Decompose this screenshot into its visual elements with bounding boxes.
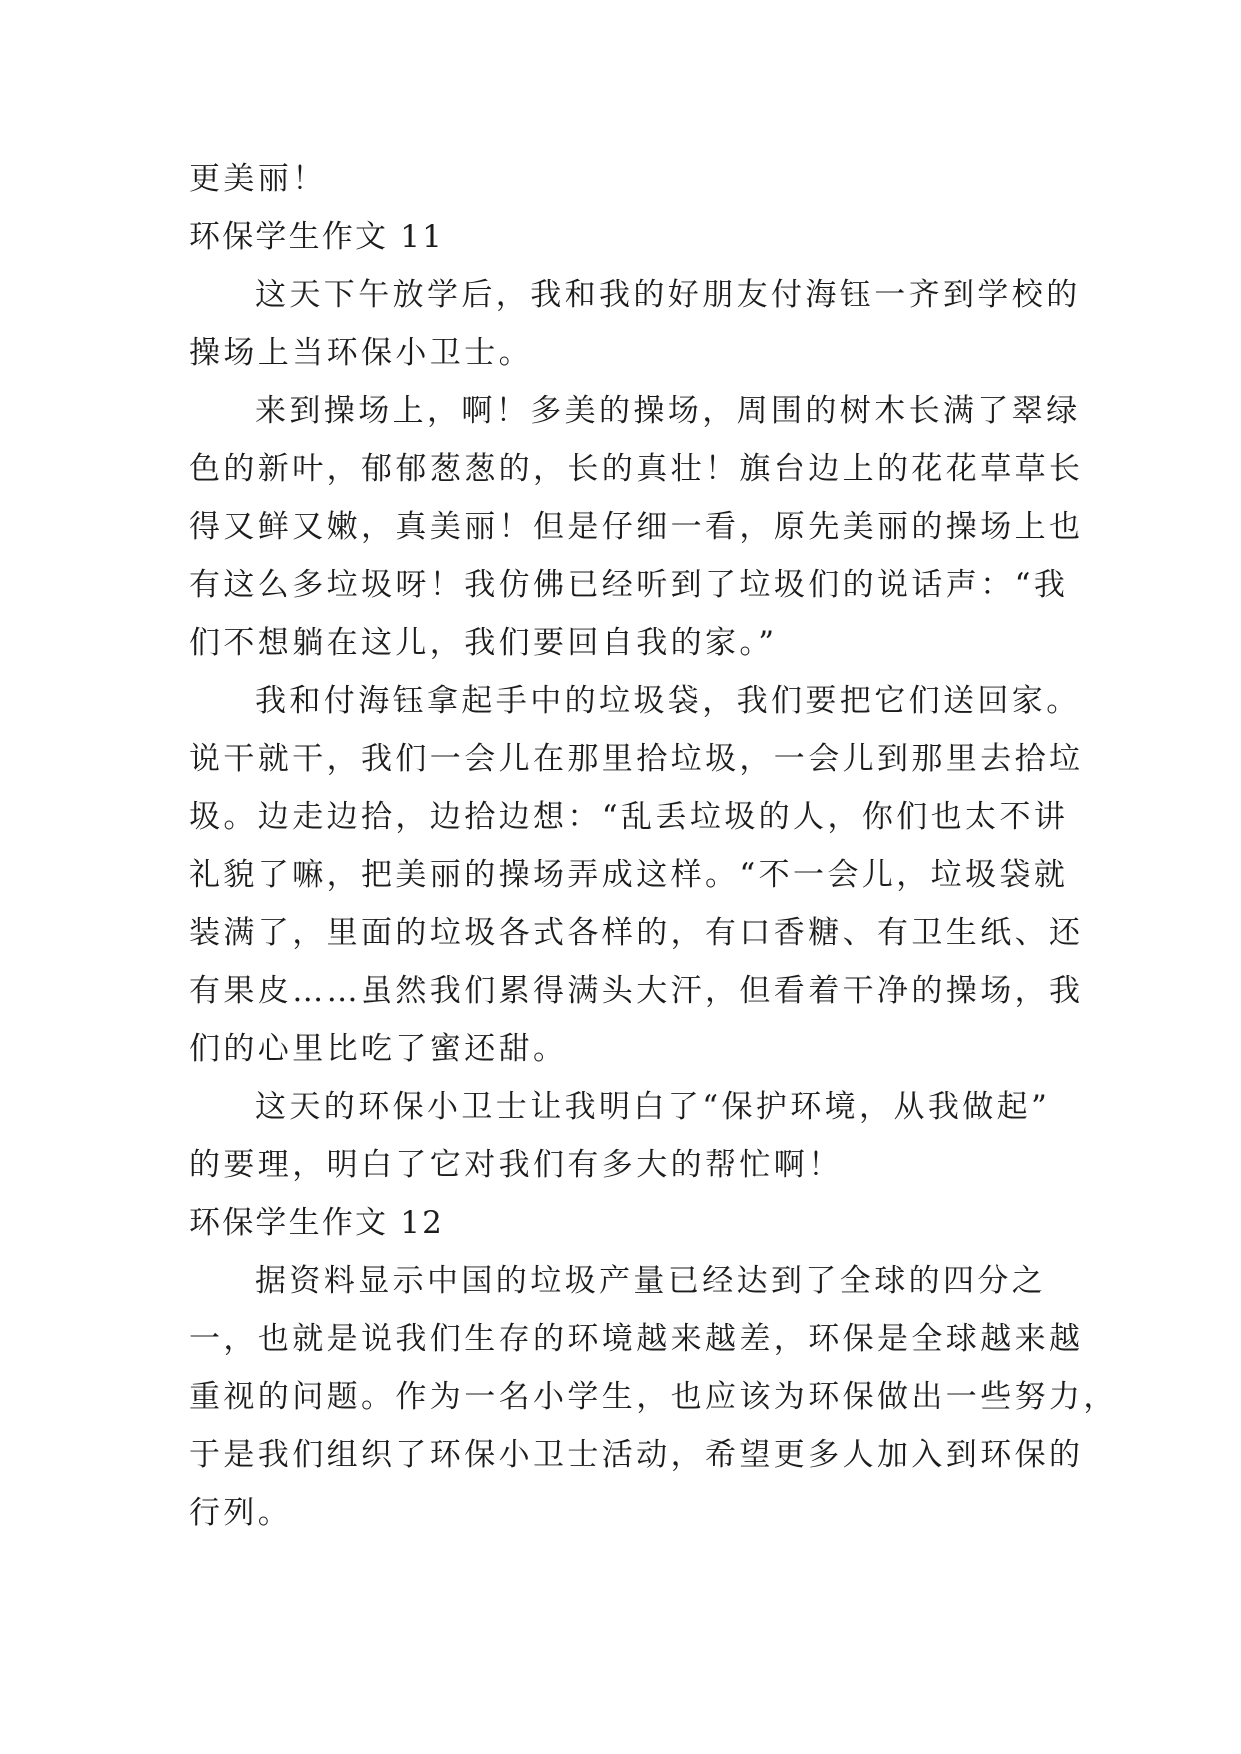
text-line: 有果皮……虽然我们累得满头大汗，但看着干净的操场，我 xyxy=(189,973,1084,1009)
text-line: 圾。边走边拾，边拾边想：“乱丢垃圾的人，你们也太不讲 xyxy=(189,799,1069,835)
text-line: 于是我们组织了环保小卫士活动，希望更多人加入到环保的 xyxy=(189,1437,1084,1473)
paragraph-first-line: 这天下午放学后，我和我的好朋友付海钰一齐到学校的 xyxy=(255,277,1081,313)
essay-heading: 环保学生作文 12 xyxy=(189,1205,445,1241)
text-line: 有这么多垃圾呀！我仿佛已经听到了垃圾们的说话声：“我 xyxy=(189,567,1069,603)
paragraph-first-line: 来到操场上，啊！多美的操场，周围的树木长满了翠绿 xyxy=(255,393,1081,429)
text-line: 重视的问题。作为一名小学生，也应该为环保做出一些努力， xyxy=(189,1379,1118,1415)
text-line: 装满了，里面的垃圾各式各样的，有口香糖、有卫生纸、还 xyxy=(189,915,1084,951)
text-line: 色的新叶，郁郁葱葱的，长的真壮！旗台边上的花花草草长 xyxy=(189,451,1084,487)
paragraph-first-line: 据资料显示中国的垃圾产量已经达到了全球的四分之 xyxy=(255,1263,1047,1299)
text-line: 们不想躺在这儿，我们要回自我的家。” xyxy=(189,625,778,661)
text-line: 行列。 xyxy=(189,1495,293,1531)
document-body xyxy=(189,150,1118,1542)
paragraph-first-line: 这天的环保小卫士让我明白了“保护环境，从我做起” xyxy=(255,1089,1051,1125)
paragraph-first-line: 我和付海钰拿起手中的垃圾袋，我们要把它们送回家。 xyxy=(255,683,1081,719)
text-line: 更美丽！ xyxy=(189,161,327,197)
essay-heading: 环保学生作文 11 xyxy=(189,219,445,255)
text-line: 的要理，明白了它对我们有多大的帮忙啊！ xyxy=(189,1147,843,1183)
text-line: 得又鲜又嫩，真美丽！但是仔细一看，原先美丽的操场上也 xyxy=(189,509,1084,545)
text-line: 礼貌了嘛，把美丽的操场弄成这样。“不一会儿，垃圾袋就 xyxy=(189,857,1069,893)
text-line: 操场上当环保小卫士。 xyxy=(189,335,533,371)
text-line: 们的心里比吃了蜜还甜。 xyxy=(189,1031,568,1067)
text-line: 一，也就是说我们生存的环境越来越差，环保是全球越来越 xyxy=(189,1321,1084,1357)
text-line: 说干就干，我们一会儿在那里拾垃圾，一会儿到那里去拾垃 xyxy=(189,741,1084,777)
